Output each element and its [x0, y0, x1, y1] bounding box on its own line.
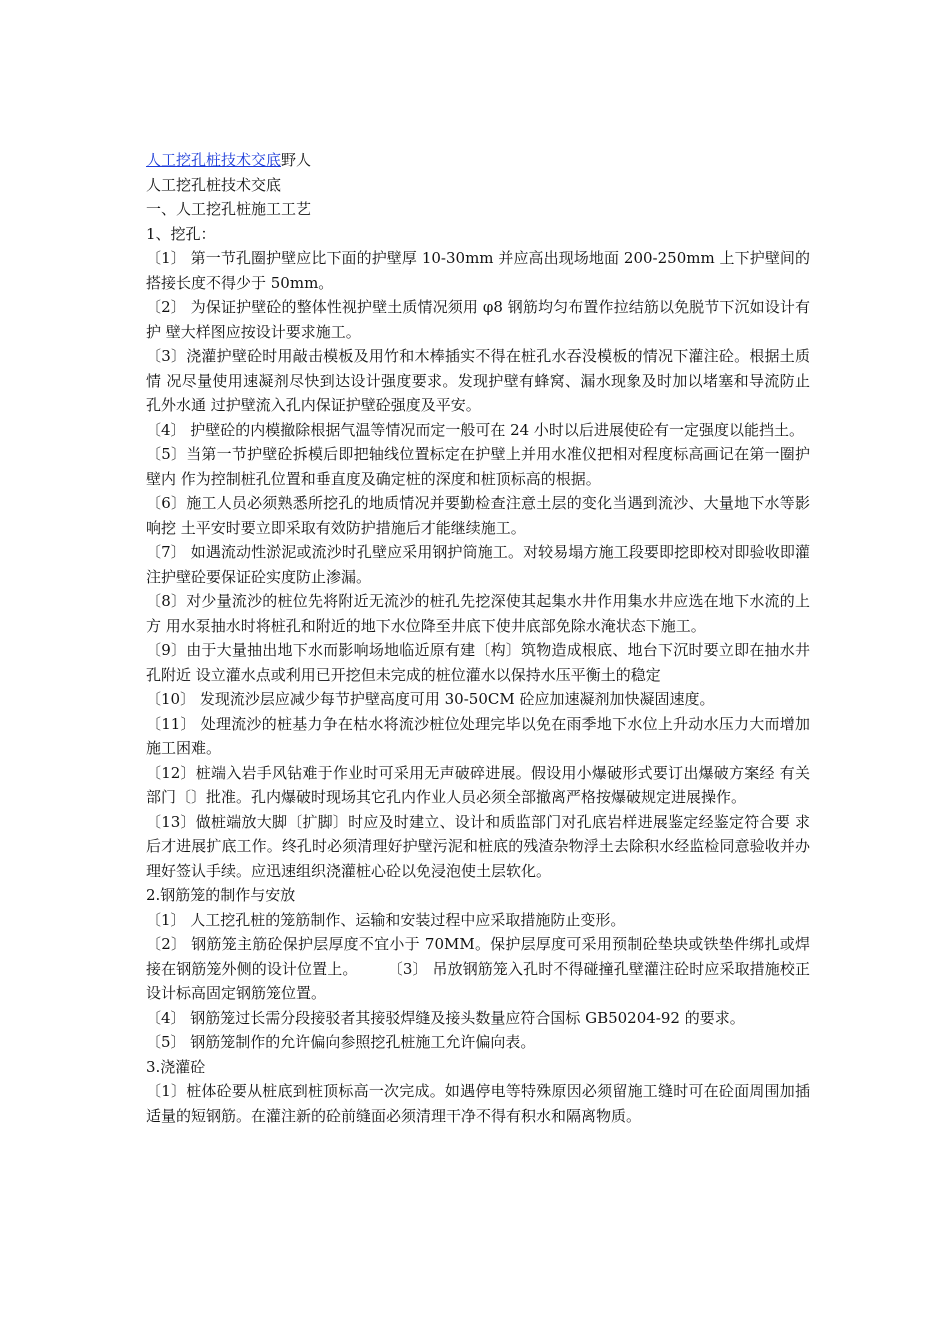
paragraph: 〔5〕 钢筋笼制作的允许偏向参照挖孔桩施工允许偏向表。 — [146, 1033, 536, 1051]
title-link[interactable]: 人工挖孔桩技术交底 — [146, 151, 282, 169]
subtitle: 人工挖孔桩技术交底 — [146, 175, 282, 194]
paragraph: 〔3〕浇灌护壁砼时用敲击模板及用竹和木棒插实不得在桩孔水吞没模板的情况下灌注砼。根据土质情 况尽量使用速凝剂尽快到达设计强度要求。发现护壁有蜂窝、漏水现象及时加以堵塞和导流防止孔外水通 过护壁流入孔内保证护壁砼强度及平安。 — [146, 347, 810, 414]
paragraph: 〔4〕 钢筋笼过长需分段接驳者其接驳焊缝及接头数量应符合国标 GB50204-92 的要求。 — [146, 1008, 745, 1027]
paragraph: 〔4〕 护壁砼的内模撤除根据气温等情况而定一般可在 24 小时以后进展使砼有一定强度以能挡土。 — [146, 420, 804, 439]
paragraph: 〔1〕桩体砼要从桩底到桩顶标高一次完成。如遇停电等特殊原因必须留施工缝时可在砼面周围加插适量的短钢筋。在灌注新的砼前缝面必须清理干净不得有积水和隔离物质。 — [146, 1082, 810, 1125]
paragraph: 〔6〕施工人员必须熟悉所挖孔的地质情况并要勤检查注意土层的变化当遇到流沙、大量地下水等影响挖 土平安时要立即采取有效防护措施后才能继续施工。 — [146, 494, 810, 537]
paragraph: 〔5〕当第一节护壁砼拆模后即把轴线位置标定在护壁上并用水准仪把相对程度标高画记在第一圈护壁内 作为控制桩孔位置和垂直度及确定桩的深度和桩顶标高的根据。 — [146, 445, 810, 488]
paragraph: 〔9〕由于大量抽出地下水而影响场地临近原有建〔构〕筑物造成根底、地台下沉时要立即在抽水井孔附近 设立灌水点或利用已开挖但未完成的桩位灌水以保持水压平衡土的稳定 — [146, 641, 810, 684]
document-title-line — [146, 148, 810, 173]
section-heading-1: 一、人工挖孔桩施工工艺 — [146, 200, 312, 218]
paragraph: 〔13〕做桩端放大脚〔扩脚〕时应及时建立、设计和质监部门对孔底岩样进展鉴定经鉴定符合要 求后才进展扩底工作。终孔时必须清理好护壁污泥和桩底的残渣杂物浮土去除积水经监检同意验收并办 理好签认手续。应迅速组织浇灌桩心砼以免浸泡使土层软化。 — [146, 812, 810, 880]
paragraph: 〔2〕 为保证护壁砼的整体性视护壁土质情况须用 φ8 钢筋均匀布置作拉结筋以免脱节下沉如设计有护 壁大样图应按设计要求施工。 — [146, 298, 810, 341]
section-heading-rebar: 2.钢筋笼的制作与安放 — [146, 886, 296, 904]
paragraph: 〔7〕 如遇流动性淤泥或流沙时孔壁应采用钢护筒施工。对较易塌方施工段要即挖即校对即验收即灌 注护壁砼要保证砼实度防止渗漏。 — [146, 543, 810, 586]
paragraph: 〔10〕 发现流沙层应减少每节护壁高度可用 30-50CM 砼应加速凝剂加快凝固速度。 — [146, 690, 715, 708]
paragraph: 〔1〕 第一节孔圈护壁应比下面的护壁厚 10-30mm 并应高出现场地面 200-250mm 上下护壁间的搭接长度不得少于 50mm。 — [146, 249, 810, 292]
section-heading-pour: 3.浇灌砼 — [146, 1057, 206, 1076]
paragraph: 〔11〕 处理流沙的桩基力争在枯水将流沙桩位处理完毕以免在雨季地下水位上升动水压力大而增加 施工困难。 — [146, 714, 810, 757]
title-suffix: 野人 — [281, 151, 312, 169]
subsection-heading-dig: 1、挖孔： — [146, 224, 216, 243]
paragraph: 〔8〕对少量流沙的桩位先将附近无流沙的桩孔先挖深使其起集水井作用集水井应选在地下水流的上方 用水泵抽水时将桩孔和附近的地下水位降至井底下使井底部免除水淹状态下施工。 — [146, 592, 810, 635]
paragraph: 〔12〕桩端入岩手风钻难于作业时可采用无声破碎进展。假设用小爆破形式要订出爆破方案经 有关部门〔〕批准。孔内爆破时现场其它孔内作业人员必须全部撤离严格按爆破规定进展操作。 — [146, 763, 810, 806]
document-body — [146, 148, 810, 1128]
paragraph: 〔2〕 钢筋笼主筋砼保护层厚度不宜小于 70MM。保护层厚度可采用预制砼垫块或铁垫件绑扎或焊接在钢筋笼外侧的设计位置上。 〔3〕 吊放钢筋笼入孔时不得碰撞孔壁灌注砼时应采取措施校正设计标高固定钢筋笼位置。 — [146, 935, 810, 1002]
paragraph: 〔1〕 人工挖孔桩的笼筋制作、运输和安装过程中应采取措施防止变形。 — [146, 910, 626, 929]
